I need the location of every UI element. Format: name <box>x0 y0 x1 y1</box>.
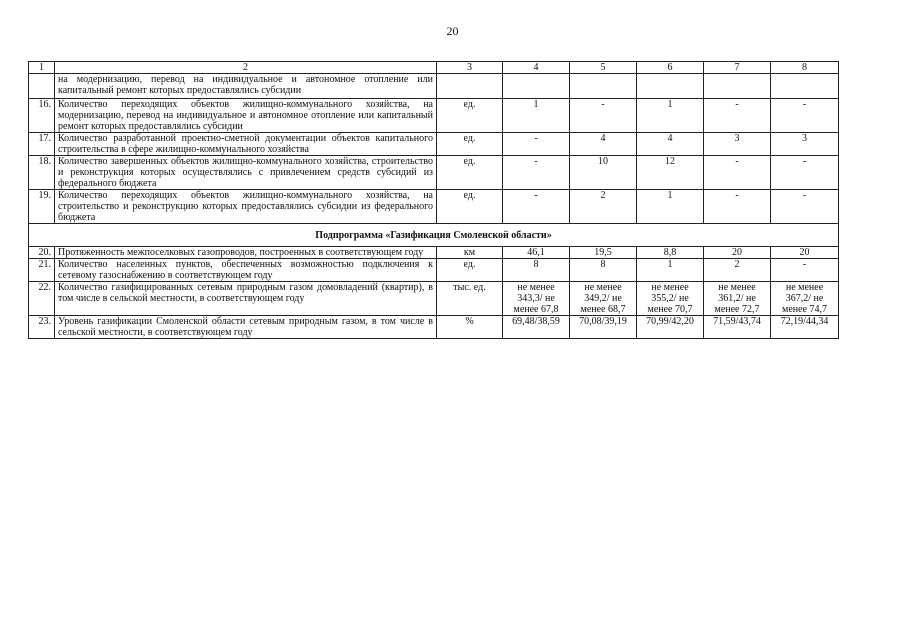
value-cell: - <box>503 133 570 156</box>
row-number-cell <box>29 74 55 99</box>
row-number: 19. <box>29 190 55 224</box>
indicator-name: Количество переходящих объектов жилищно-коммунального хозяйства, на строительство и реконструкцию которых предоставлялись субсидии из федерального бюджета <box>55 190 437 224</box>
header-cell: 8 <box>771 62 839 74</box>
table-body <box>29 62 839 339</box>
value-cell: 8 <box>570 259 637 282</box>
indicators-table <box>28 61 839 339</box>
header-cell: 1 <box>29 62 55 74</box>
value-cell: - <box>704 156 771 190</box>
value-cell: 20 <box>771 247 839 259</box>
header-cell: 2 <box>55 62 437 74</box>
unit-cell: ед. <box>437 190 503 224</box>
indicator-name: Количество населенных пунктов, обеспеченных возможностью подключения к сетевому газоснабжению в соответствующем году <box>55 259 437 282</box>
indicator-name: Количество завершенных объектов жилищно-коммунального хозяйства, строительство и реконструкция которых осуществлялись с привлечением средств субсидий из федерального бюджета <box>55 156 437 190</box>
header-cell: 7 <box>704 62 771 74</box>
value-cell: 19,5 <box>570 247 637 259</box>
value-cell: - <box>771 156 839 190</box>
section-title: Подпрограмма «Газификация Смоленской области» <box>29 224 839 247</box>
header-cell: 3 <box>437 62 503 74</box>
value-cell: 12 <box>637 156 704 190</box>
value-cell: 20 <box>704 247 771 259</box>
row-number: 20. <box>29 247 55 259</box>
value-cell: - <box>503 190 570 224</box>
value-cell: 70,99/42,20 <box>637 316 704 339</box>
header-row <box>29 62 839 74</box>
value-cell: не менее 349,2/ не менее 68,7 <box>570 282 637 316</box>
value-cell: 2 <box>570 190 637 224</box>
value-cell: 8,8 <box>637 247 704 259</box>
value-cell: - <box>503 156 570 190</box>
table-row <box>29 133 839 156</box>
row-number: 18. <box>29 156 55 190</box>
value-cell <box>771 74 839 99</box>
value-cell: 1 <box>503 99 570 133</box>
header-cell: 4 <box>503 62 570 74</box>
value-cell: 3 <box>771 133 839 156</box>
value-cell: 1 <box>637 190 704 224</box>
indicator-name: Протяженность межпоселковых газопроводов, построенных в соответствующем году <box>55 247 437 259</box>
value-cell: не менее 343,3/ не менее 67,8 <box>503 282 570 316</box>
table-row <box>29 247 839 259</box>
value-cell: не менее 367,2/ не менее 74,7 <box>771 282 839 316</box>
table-row <box>29 190 839 224</box>
unit-cell <box>437 74 503 99</box>
value-cell: 1 <box>637 259 704 282</box>
header-cell: 6 <box>637 62 704 74</box>
unit-cell: ед. <box>437 156 503 190</box>
table-row <box>29 259 839 282</box>
value-cell: 4 <box>570 133 637 156</box>
indicator-name: Уровень газификации Смоленской области сетевым природным газом, в том числе в сельской местности, в соответствующем году <box>55 316 437 339</box>
value-cell: не менее 361,2/ не менее 72,7 <box>704 282 771 316</box>
value-cell: 10 <box>570 156 637 190</box>
indicator-name: Количество газифицированных сетевым природным газом домовладений (квартир), в том числе в сельской местности, в соответствующем году <box>55 282 437 316</box>
unit-cell: ед. <box>437 133 503 156</box>
value-cell: - <box>771 99 839 133</box>
value-cell: 1 <box>637 99 704 133</box>
indicator-name: Количество переходящих объектов жилищно-коммунального хозяйства, на модернизацию, перевод на индивидуальное и автономное отопление или капитальный ремонт которых предоставлялись субсидии <box>55 99 437 133</box>
row-number: 23. <box>29 316 55 339</box>
value-cell <box>570 74 637 99</box>
section-row <box>29 224 839 247</box>
value-cell: - <box>771 259 839 282</box>
page-number: 20 <box>446 24 459 38</box>
table-row <box>29 282 839 316</box>
value-cell <box>637 74 704 99</box>
value-cell: 69,48/38,59 <box>503 316 570 339</box>
value-cell: 4 <box>637 133 704 156</box>
row-number: 16. <box>29 99 55 133</box>
table-row <box>29 156 839 190</box>
value-cell: - <box>771 190 839 224</box>
table-row <box>29 316 839 339</box>
value-cell: 46,1 <box>503 247 570 259</box>
value-cell: 71,59/43,74 <box>704 316 771 339</box>
unit-cell: ед. <box>437 259 503 282</box>
unit-cell: % <box>437 316 503 339</box>
value-cell: - <box>570 99 637 133</box>
value-cell: 72,19/44,34 <box>771 316 839 339</box>
continuation-text: на модернизацию, перевод на индивидуальное и автономное отопление или капитальный ремонт которых предоставлялись субсидии <box>55 74 437 99</box>
value-cell: 70,08/39,19 <box>570 316 637 339</box>
continuation-row <box>29 74 839 99</box>
value-cell: 8 <box>503 259 570 282</box>
value-cell: - <box>704 190 771 224</box>
value-cell: 2 <box>704 259 771 282</box>
indicator-name: Количество разработанной проектно-сметной документации объектов капитального строительства в сфере жилищно-коммунального хозяйства <box>55 133 437 156</box>
row-number: 17. <box>29 133 55 156</box>
value-cell: не менее 355,2/ не менее 70,7 <box>637 282 704 316</box>
row-number: 22. <box>29 282 55 316</box>
value-cell <box>704 74 771 99</box>
value-cell: 3 <box>704 133 771 156</box>
row-number: 21. <box>29 259 55 282</box>
unit-cell: тыс. ед. <box>437 282 503 316</box>
value-cell <box>503 74 570 99</box>
value-cell: - <box>704 99 771 133</box>
header-cell: 5 <box>570 62 637 74</box>
unit-cell: км <box>437 247 503 259</box>
table-row <box>29 99 839 133</box>
unit-cell: ед. <box>437 99 503 133</box>
